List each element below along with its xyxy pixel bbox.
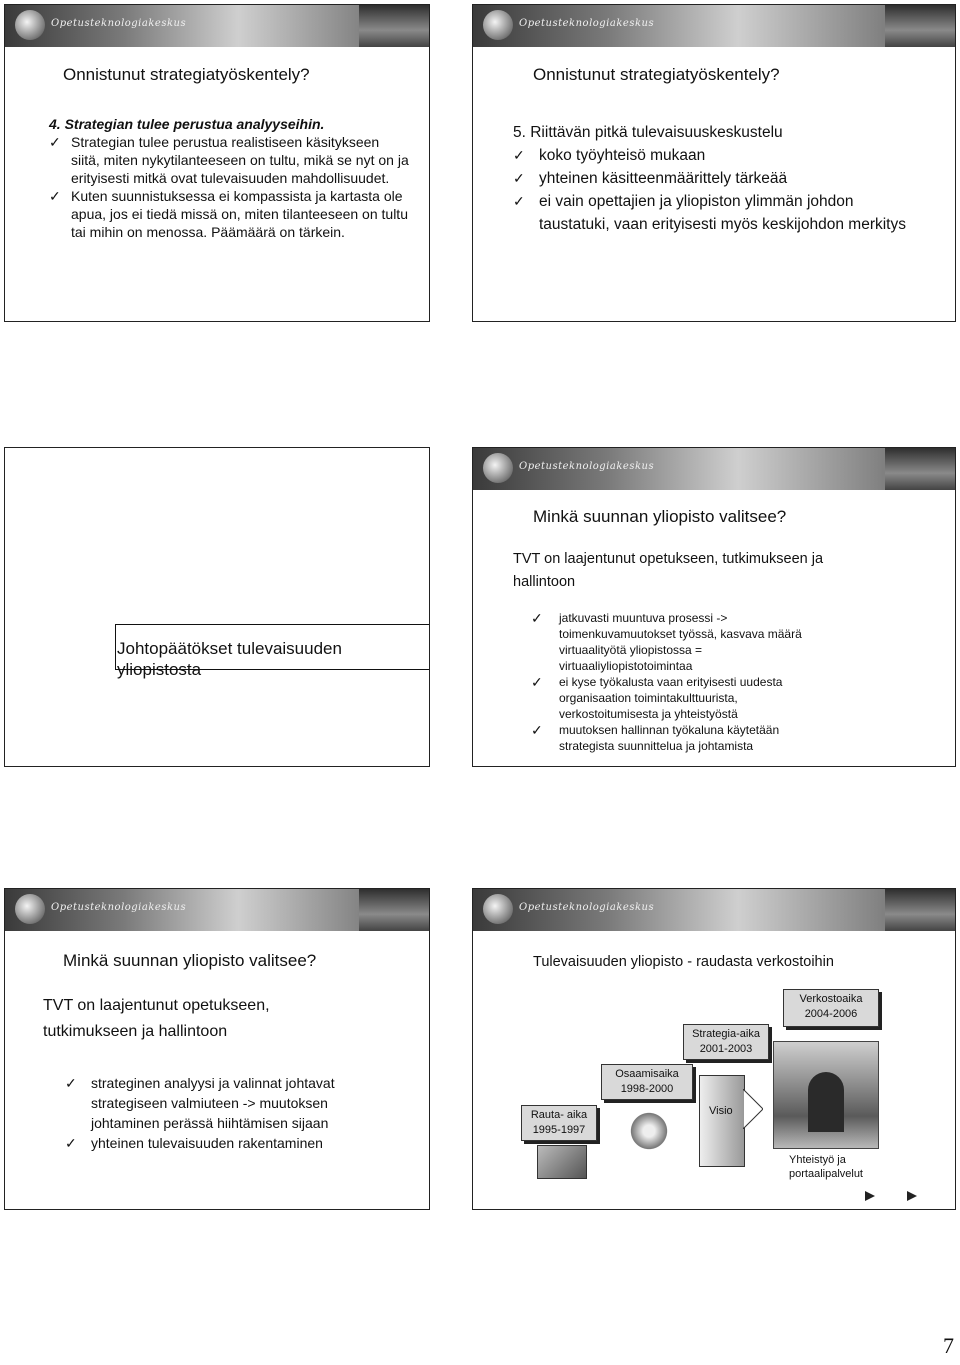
slide-banner	[473, 448, 955, 490]
step-label: Osaamisaika	[615, 1068, 679, 1080]
bullet-text: muutoksen hallinnan työkaluna käytetään strategista suunnittelua ja johtamista	[559, 723, 780, 753]
slide-banner	[5, 889, 429, 931]
bullet-item	[65, 1073, 395, 1133]
slide-title: Minkä suunnan yliopisto valitsee?	[63, 951, 317, 970]
slide-banner	[473, 5, 955, 47]
step-osaamis	[601, 1064, 693, 1100]
bullet-text: Strategian tulee perustua realistiseen käsitykseen siitä, miten nykytilanteeseen on tultu, mikä se nyt on ja erityisesti mitkä ovat tulevaisuuden mahdollisuudet.	[71, 134, 409, 186]
step-rauta	[521, 1105, 597, 1141]
slide-title: Minkä suunnan yliopisto valitsee?	[533, 507, 787, 526]
slide-subtitle: TVT on laajentunut opetukseen, tutkimukseen ja hallintoon	[513, 551, 824, 590]
bullet-text: jatkuvasti muuntuva prosessi -> toimenkuvamuutokset työssä, kasvava määrä virtuaalityötä yliopistossa = virtuaaliyliopistotoimintaa	[559, 611, 802, 673]
slide-heading: 5. Riittävän pitkä tulevaisuuskeskustelu	[513, 124, 783, 141]
logo-icon	[483, 453, 513, 483]
slide-3	[4, 447, 430, 767]
step-label: Rauta- aika	[530, 1109, 588, 1121]
photo-caption: Yhteistyö ja portaalipalvelut	[789, 1154, 863, 1180]
bullet-text: koko työyhteisö mukaan	[539, 147, 706, 164]
play-icon	[863, 1189, 877, 1203]
slide-title: Onnistunut strategiatyöskentely?	[63, 65, 310, 84]
bullet-item	[49, 187, 409, 241]
logo-icon	[15, 10, 45, 40]
bullet-text: strateginen analyysi ja valinnat johtavat strategiseen valmiuteen -> muutoksen johtaminen perässä hiihtämisen sijaan	[91, 1075, 335, 1131]
slide-body	[531, 610, 831, 754]
building-photo	[773, 1041, 879, 1149]
slide-title: Tulevaisuuden yliopisto - raudasta verkostoihin	[533, 954, 834, 970]
bullet-text: ei kyse työkalusta vaan erityisesti uudesta organisaation toimintakulttuurista, verkostoitumisesta ja yhteistyöstä	[559, 675, 783, 721]
slide-6	[472, 888, 956, 1210]
slide-banner	[473, 889, 955, 931]
slide-title: Onnistunut strategiatyöskentely?	[533, 65, 780, 84]
banner-brand: Opetusteknologiakeskus	[519, 18, 655, 29]
page-number: 7	[943, 1333, 954, 1358]
banner-image	[359, 5, 429, 47]
step-years: 1995-1997	[532, 1124, 586, 1136]
bullet-item	[531, 610, 831, 674]
banner-image	[359, 889, 429, 931]
check-icon: ✓	[49, 188, 61, 204]
check-icon: ✓	[531, 722, 543, 738]
bullet-text: Kuten suunnistuksessa ei kompassista ja kartasta ole apua, jos ei tiedä missä on, miten tilanteeseen on tultu tai mihin on menossa. Päämäärä on tärkein.	[71, 188, 408, 240]
next-icon	[905, 1189, 919, 1203]
archway	[808, 1072, 844, 1132]
slide-5	[4, 888, 430, 1210]
bullet-item	[531, 674, 831, 722]
slide-1	[4, 4, 430, 322]
step-label: Strategia-aika	[692, 1028, 760, 1040]
visio-label: Visio	[709, 1105, 733, 1117]
bullet-item	[65, 1133, 395, 1153]
slide-banner	[5, 5, 429, 47]
bullet-item	[513, 190, 913, 236]
step-verkosto	[783, 989, 879, 1027]
slide-title: Johtopäätökset tulevaisuuden yliopistosta	[117, 639, 342, 679]
logo-icon	[483, 894, 513, 924]
slide-body	[49, 115, 409, 241]
slide-body	[65, 1073, 395, 1153]
slide-4	[472, 447, 956, 767]
banner-image	[885, 448, 955, 490]
bullet-text: yhteinen käsitteenmäärittely tärkeää	[539, 170, 788, 187]
slide-subtitle: TVT on laajentunut opetukseen, tutkimukseen ja hallintoon	[43, 997, 270, 1040]
check-icon: ✓	[513, 170, 525, 186]
step-years: 2001-2003	[699, 1043, 753, 1055]
check-icon: ✓	[513, 193, 525, 209]
banner-brand: Opetusteknologiakeskus	[519, 461, 655, 472]
banner-brand: Opetusteknologiakeskus	[51, 18, 187, 29]
banner-brand: Opetusteknologiakeskus	[519, 902, 655, 913]
bullet-item	[49, 133, 409, 187]
bullet-item	[513, 167, 913, 190]
bullet-text: ei vain opettajien ja yliopiston ylimmän johdon taustatuki, vaan erityisesti myös keskijohdon merkitys	[539, 193, 906, 233]
logo-icon	[15, 894, 45, 924]
bullet-item	[531, 722, 831, 754]
slide-2	[472, 4, 956, 322]
bullet-text: yhteinen tulevaisuuden rakentaminen	[91, 1135, 323, 1151]
step-years: 2004-2006	[804, 1008, 858, 1020]
banner-image	[885, 5, 955, 47]
check-icon: ✓	[531, 610, 543, 626]
bullet-item	[513, 144, 913, 167]
step-years: 1998-2000	[620, 1083, 674, 1095]
check-icon: ✓	[531, 674, 543, 690]
check-icon: ✓	[65, 1135, 77, 1151]
logo-icon	[483, 10, 513, 40]
visio-shape	[699, 1075, 745, 1167]
computer-image	[537, 1145, 587, 1179]
gears-image	[627, 1111, 671, 1151]
step-strategia	[683, 1024, 769, 1060]
check-icon: ✓	[49, 134, 61, 150]
check-icon: ✓	[513, 147, 525, 163]
slide-body	[513, 121, 913, 236]
check-icon: ✓	[65, 1075, 77, 1091]
banner-image	[885, 889, 955, 931]
slide-heading: 4. Strategian tulee perustua analyyseihin.	[49, 116, 325, 132]
banner-brand: Opetusteknologiakeskus	[51, 902, 187, 913]
step-label: Verkostoaika	[799, 993, 863, 1005]
arrow-icon	[743, 1089, 763, 1129]
